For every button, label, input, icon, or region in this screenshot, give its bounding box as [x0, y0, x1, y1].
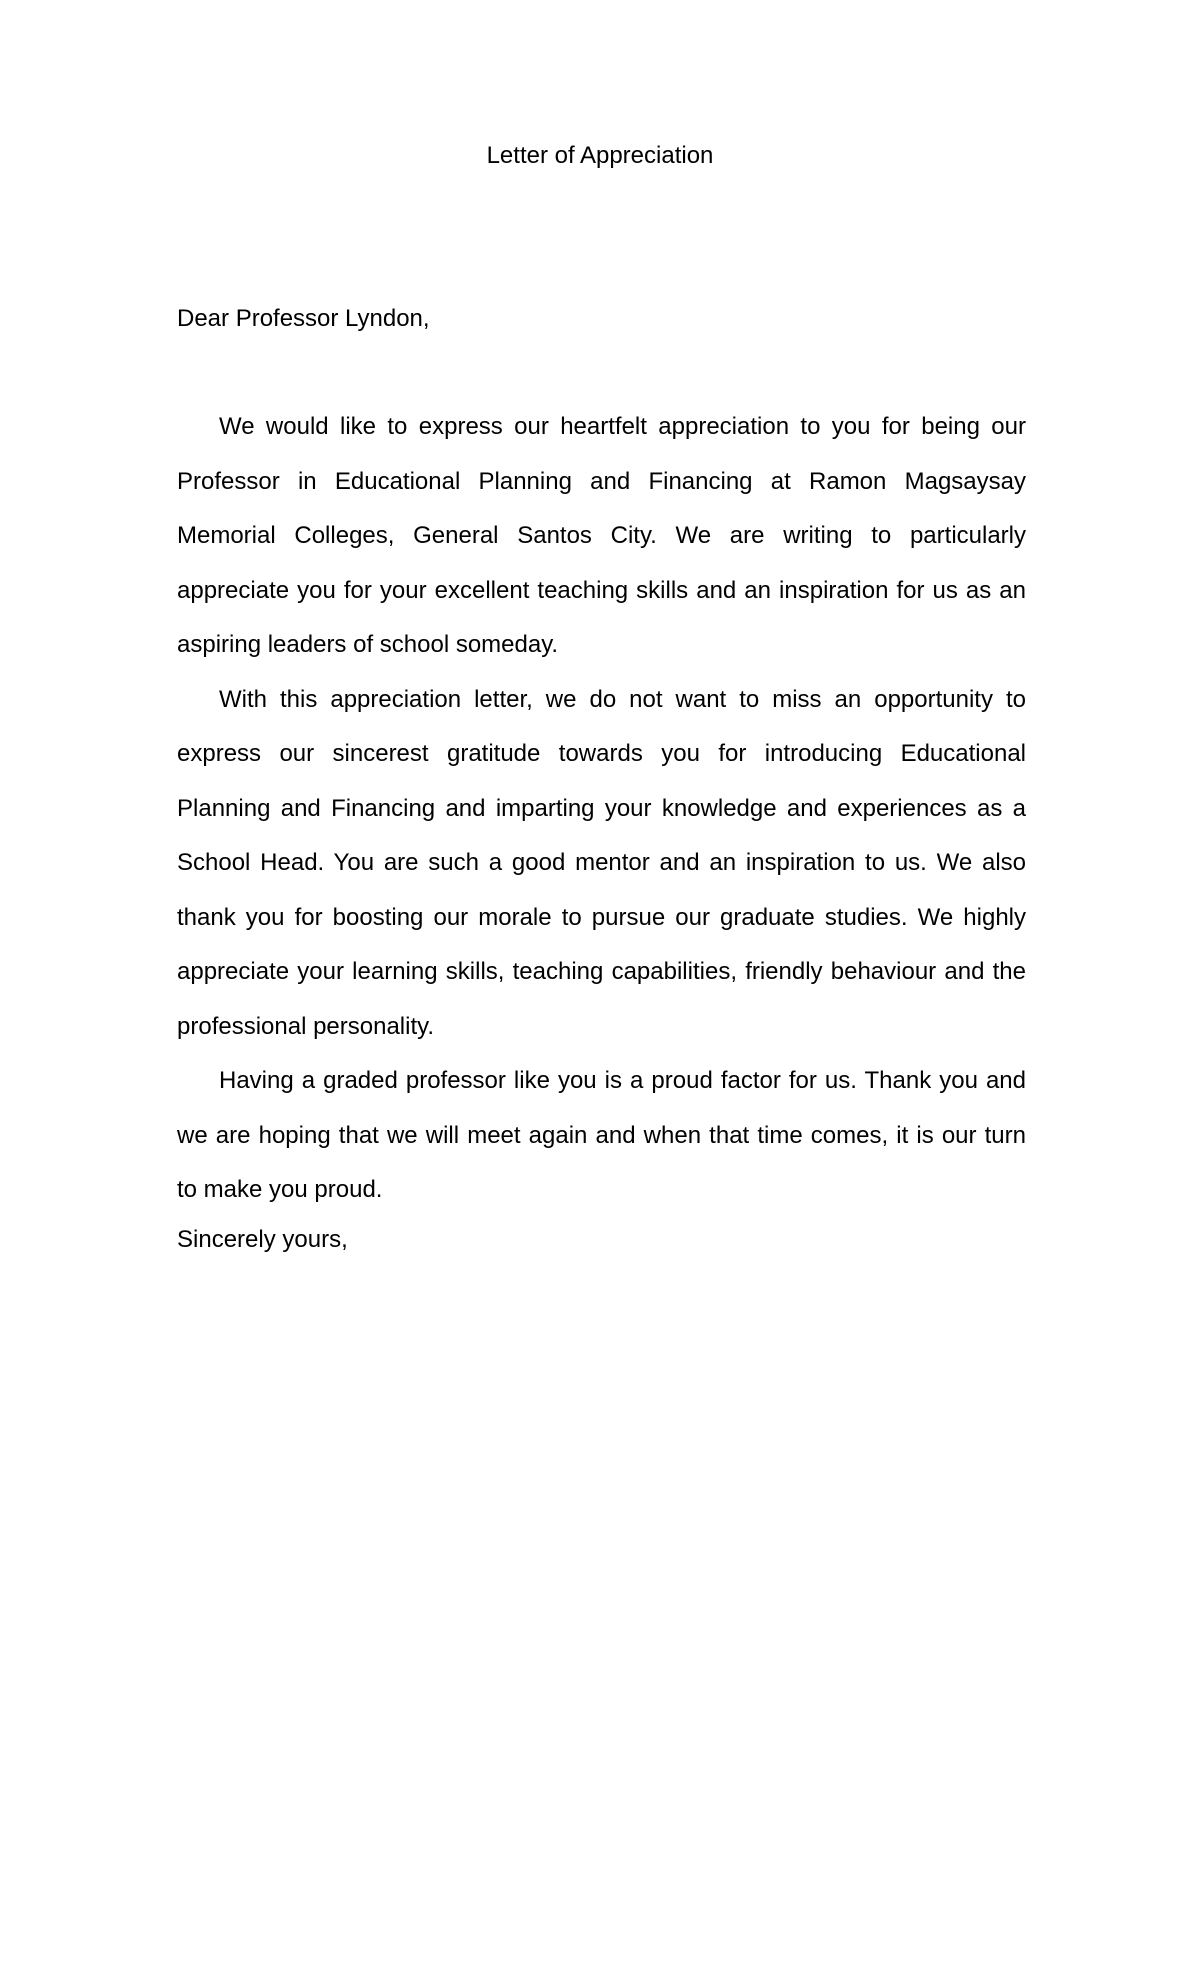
body-paragraph-2: With this appreciation letter, we do not want to miss an opportunity to express our sincerest gratitude towards you for introducing Educational Planning and Financing and imparting your knowledge and experiences as a School Head. You are such a good mentor and an inspiration to us. We also thank you for boosting our morale to pursue our graduate studies. We highly appreciate your learning skills, teaching capabilities, friendly behaviour and the professional personality. — [177, 685, 1026, 1040]
body-paragraph-1: We would like to express our heartfelt appreciation to you for being our Professor in Educational Planning and Financing at Ramon Magsaysay Memorial Colleges, General Santos City. We are writing to particularly appreciate you for your excellent teaching skills and an inspiration for us as an aspiring leaders of school someday. — [177, 413, 1026, 658]
salutation: Dear Professor Lyndon, — [177, 305, 430, 332]
body-paragraph-3: Having a graded professor like you is a proud factor for us. Thank you and we are hoping that we will meet again and when that time comes, it is our turn to make you proud. — [177, 1067, 1026, 1203]
letter-body — [177, 400, 1026, 1218]
letter-title: Letter of Appreciation — [486, 142, 714, 169]
closing: Sincerely yours, — [177, 1226, 348, 1253]
